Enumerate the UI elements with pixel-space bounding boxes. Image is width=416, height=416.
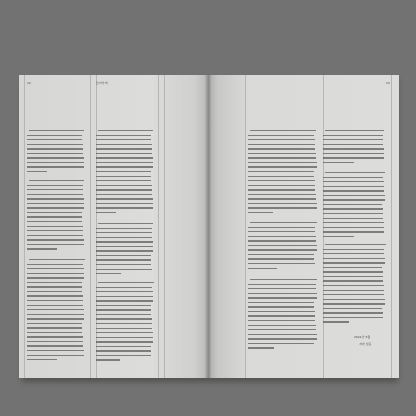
body-text-line xyxy=(27,144,83,145)
body-text-line xyxy=(27,332,82,333)
body-text-line xyxy=(27,336,83,337)
body-text-line xyxy=(325,172,385,173)
left-page-folio: 12 xyxy=(27,81,31,85)
body-text-line xyxy=(323,267,382,268)
body-text-line xyxy=(323,144,383,145)
body-text-line xyxy=(27,359,57,360)
body-text-line xyxy=(96,198,153,199)
body-text-line xyxy=(323,294,384,295)
body-text-line xyxy=(323,227,384,228)
body-text-line xyxy=(323,135,383,136)
body-text-line xyxy=(250,222,317,223)
body-text-line xyxy=(96,255,151,256)
body-text-line xyxy=(248,185,315,186)
body-text-line xyxy=(96,212,116,213)
body-text-line xyxy=(27,350,84,351)
body-text-line xyxy=(323,299,385,300)
body-text-line xyxy=(27,300,83,301)
body-text-line xyxy=(27,162,84,163)
body-text-line xyxy=(248,148,315,149)
body-text-line xyxy=(248,315,315,316)
body-text-line xyxy=(27,318,84,319)
body-text-line xyxy=(323,222,384,223)
body-text-line xyxy=(27,295,83,296)
body-text-line xyxy=(96,194,152,195)
body-text-line xyxy=(323,317,383,318)
body-text-line xyxy=(27,230,83,231)
body-text-line xyxy=(323,249,384,250)
body-text-line xyxy=(29,259,85,260)
body-text-line xyxy=(323,303,385,304)
body-text-line xyxy=(248,263,315,264)
body-text-line xyxy=(248,227,315,228)
body-text-line xyxy=(96,180,151,181)
body-text-line xyxy=(323,321,349,322)
body-text-line xyxy=(248,189,315,190)
body-text-line xyxy=(323,285,384,286)
body-text-line xyxy=(96,232,152,233)
body-text-line xyxy=(248,153,316,154)
body-text-line xyxy=(248,320,315,321)
body-text-line xyxy=(27,291,82,292)
body-text-line xyxy=(96,203,153,204)
body-text-line xyxy=(27,309,84,310)
body-text-line xyxy=(248,249,317,250)
body-text-line xyxy=(323,208,383,209)
body-text-line xyxy=(27,268,84,269)
body-text-line xyxy=(323,262,385,263)
body-text-line xyxy=(248,338,317,339)
body-text-line xyxy=(248,306,314,307)
body-text-line xyxy=(27,194,83,195)
body-text-line xyxy=(27,153,83,154)
body-text-line xyxy=(323,312,383,313)
body-text-line xyxy=(27,226,83,227)
body-text-line xyxy=(323,181,384,182)
body-text-line xyxy=(27,264,83,265)
body-text-line xyxy=(96,148,152,149)
body-text-line xyxy=(248,198,316,199)
body-text-line xyxy=(96,153,152,154)
body-text-line xyxy=(323,199,385,200)
body-text-line xyxy=(27,189,83,190)
body-text-line xyxy=(27,203,84,204)
body-text-line xyxy=(248,203,317,204)
body-text-line xyxy=(323,258,385,259)
body-text-line xyxy=(248,347,274,348)
body-text-line xyxy=(27,198,84,199)
right-page xyxy=(208,75,399,378)
body-text-line xyxy=(96,300,153,301)
body-text-line xyxy=(323,213,383,214)
body-text-line xyxy=(248,212,273,213)
body-text-line xyxy=(96,305,151,306)
right-page-margin-guide xyxy=(391,75,392,378)
body-text-line xyxy=(323,148,384,149)
body-text-line xyxy=(27,135,82,136)
body-text-line xyxy=(248,302,314,303)
body-text-line xyxy=(323,236,354,237)
body-text-line xyxy=(98,223,153,224)
closing-author: 저자 일동 xyxy=(359,342,372,346)
body-text-line xyxy=(96,314,151,315)
body-text-line xyxy=(96,171,151,172)
body-text-line xyxy=(96,259,151,260)
body-text-line xyxy=(27,323,82,324)
body-text-line xyxy=(323,157,384,158)
body-text-line xyxy=(27,139,82,140)
body-text-line xyxy=(248,144,315,145)
body-text-line xyxy=(323,276,383,277)
body-text-line xyxy=(27,157,84,158)
body-text-line xyxy=(96,166,153,167)
body-text-line xyxy=(27,221,82,222)
body-text-line xyxy=(323,231,384,232)
body-text-line xyxy=(98,282,154,283)
body-text-line xyxy=(27,171,47,172)
body-text-line xyxy=(248,157,316,158)
body-text-line xyxy=(27,235,83,236)
body-text-line xyxy=(27,248,57,249)
body-text-line xyxy=(323,290,384,291)
body-text-line xyxy=(248,288,316,289)
body-text-line xyxy=(323,186,384,187)
left-page-column-guide-a xyxy=(90,75,91,378)
body-text-line xyxy=(323,190,384,191)
body-text-line xyxy=(248,258,314,259)
body-text-line xyxy=(27,341,83,342)
body-text-line xyxy=(27,273,84,274)
left-page-column-guide-d xyxy=(164,75,165,378)
body-text-line xyxy=(323,195,385,196)
body-text-line xyxy=(29,180,84,181)
body-text-line xyxy=(323,280,383,281)
body-text-line xyxy=(29,130,84,131)
body-text-line xyxy=(248,194,316,195)
body-text-line xyxy=(27,277,84,278)
body-text-line xyxy=(27,185,83,186)
left-page-margin-guide xyxy=(24,75,25,378)
body-text-line xyxy=(96,264,151,265)
body-text-line xyxy=(27,286,82,287)
book-gutter xyxy=(205,75,211,378)
body-text-line xyxy=(96,189,152,190)
closing-date: 2021년 5월 xyxy=(354,335,371,339)
body-text-line xyxy=(96,350,151,351)
body-text-line xyxy=(96,237,152,238)
body-text-line xyxy=(27,327,82,328)
body-text-line xyxy=(96,328,152,329)
body-text-line xyxy=(96,162,153,163)
body-text-line xyxy=(248,329,316,330)
body-text-line xyxy=(96,346,151,347)
body-text-line xyxy=(96,144,152,145)
body-text-line xyxy=(96,291,153,292)
running-head: 들어가며 xyxy=(96,81,108,85)
body-text-line xyxy=(27,207,84,208)
body-text-line xyxy=(96,341,153,342)
body-text-line xyxy=(248,231,315,232)
left-page-column-guide-c xyxy=(158,75,159,378)
body-text-line xyxy=(96,296,153,297)
body-text-line xyxy=(323,253,384,254)
body-text-line xyxy=(96,359,120,360)
body-text-line xyxy=(248,180,315,181)
body-text-line xyxy=(96,273,121,274)
body-text-line xyxy=(323,162,354,163)
body-text-line xyxy=(96,185,152,186)
body-text-line xyxy=(325,130,384,131)
right-page-folio: 13 xyxy=(386,81,390,85)
body-text-line xyxy=(323,204,382,205)
body-text-line xyxy=(323,271,383,272)
body-text-line xyxy=(96,176,151,177)
body-text-line xyxy=(248,240,316,241)
body-text-line xyxy=(248,245,317,246)
body-text-line xyxy=(96,250,153,251)
body-text-line xyxy=(248,343,314,344)
body-text-line xyxy=(248,325,316,326)
body-text-line xyxy=(323,153,384,154)
right-page-column-guide-a xyxy=(245,75,246,378)
body-text-line xyxy=(27,239,84,240)
body-text-line xyxy=(323,177,383,178)
body-text-line xyxy=(96,135,151,136)
body-text-line xyxy=(27,166,84,167)
body-text-line xyxy=(248,207,317,208)
body-text-line xyxy=(248,334,317,335)
body-text-line xyxy=(96,228,152,229)
body-text-line xyxy=(27,314,84,315)
body-text-line xyxy=(248,254,314,255)
body-text-line xyxy=(27,148,83,149)
body-text-line xyxy=(27,216,82,217)
body-text-line xyxy=(248,162,317,163)
body-text-line xyxy=(27,244,84,245)
body-text-line xyxy=(27,355,84,356)
body-text-line xyxy=(96,241,153,242)
body-text-line xyxy=(325,244,386,245)
body-text-line xyxy=(323,308,382,309)
body-text-line xyxy=(27,305,83,306)
body-text-line xyxy=(248,236,316,237)
body-text-line xyxy=(96,309,151,310)
body-text-line xyxy=(27,345,83,346)
body-text-line xyxy=(96,318,152,319)
body-text-line xyxy=(96,157,153,158)
body-text-line xyxy=(98,130,153,131)
body-text-line xyxy=(250,279,317,280)
body-text-line xyxy=(248,293,317,294)
body-text-line xyxy=(248,268,277,269)
body-text-line xyxy=(250,130,316,131)
left-page xyxy=(19,75,208,378)
body-text-line xyxy=(96,287,152,288)
body-text-line xyxy=(96,323,152,324)
body-text-line xyxy=(27,282,82,283)
body-text-line xyxy=(96,269,152,270)
body-text-line xyxy=(96,337,153,338)
body-text-line xyxy=(248,297,317,298)
body-text-line xyxy=(96,246,153,247)
body-text-line xyxy=(248,171,314,172)
body-text-line xyxy=(248,176,314,177)
body-text-line xyxy=(248,284,316,285)
body-text-line xyxy=(248,139,315,140)
body-text-line xyxy=(248,135,314,136)
body-text-line xyxy=(96,207,153,208)
body-text-line xyxy=(96,332,153,333)
body-text-line xyxy=(323,218,383,219)
body-text-line xyxy=(248,166,317,167)
body-text-line xyxy=(248,311,315,312)
body-text-line xyxy=(96,355,151,356)
body-text-line xyxy=(96,139,151,140)
body-text-line xyxy=(323,139,383,140)
body-text-line xyxy=(27,212,82,213)
